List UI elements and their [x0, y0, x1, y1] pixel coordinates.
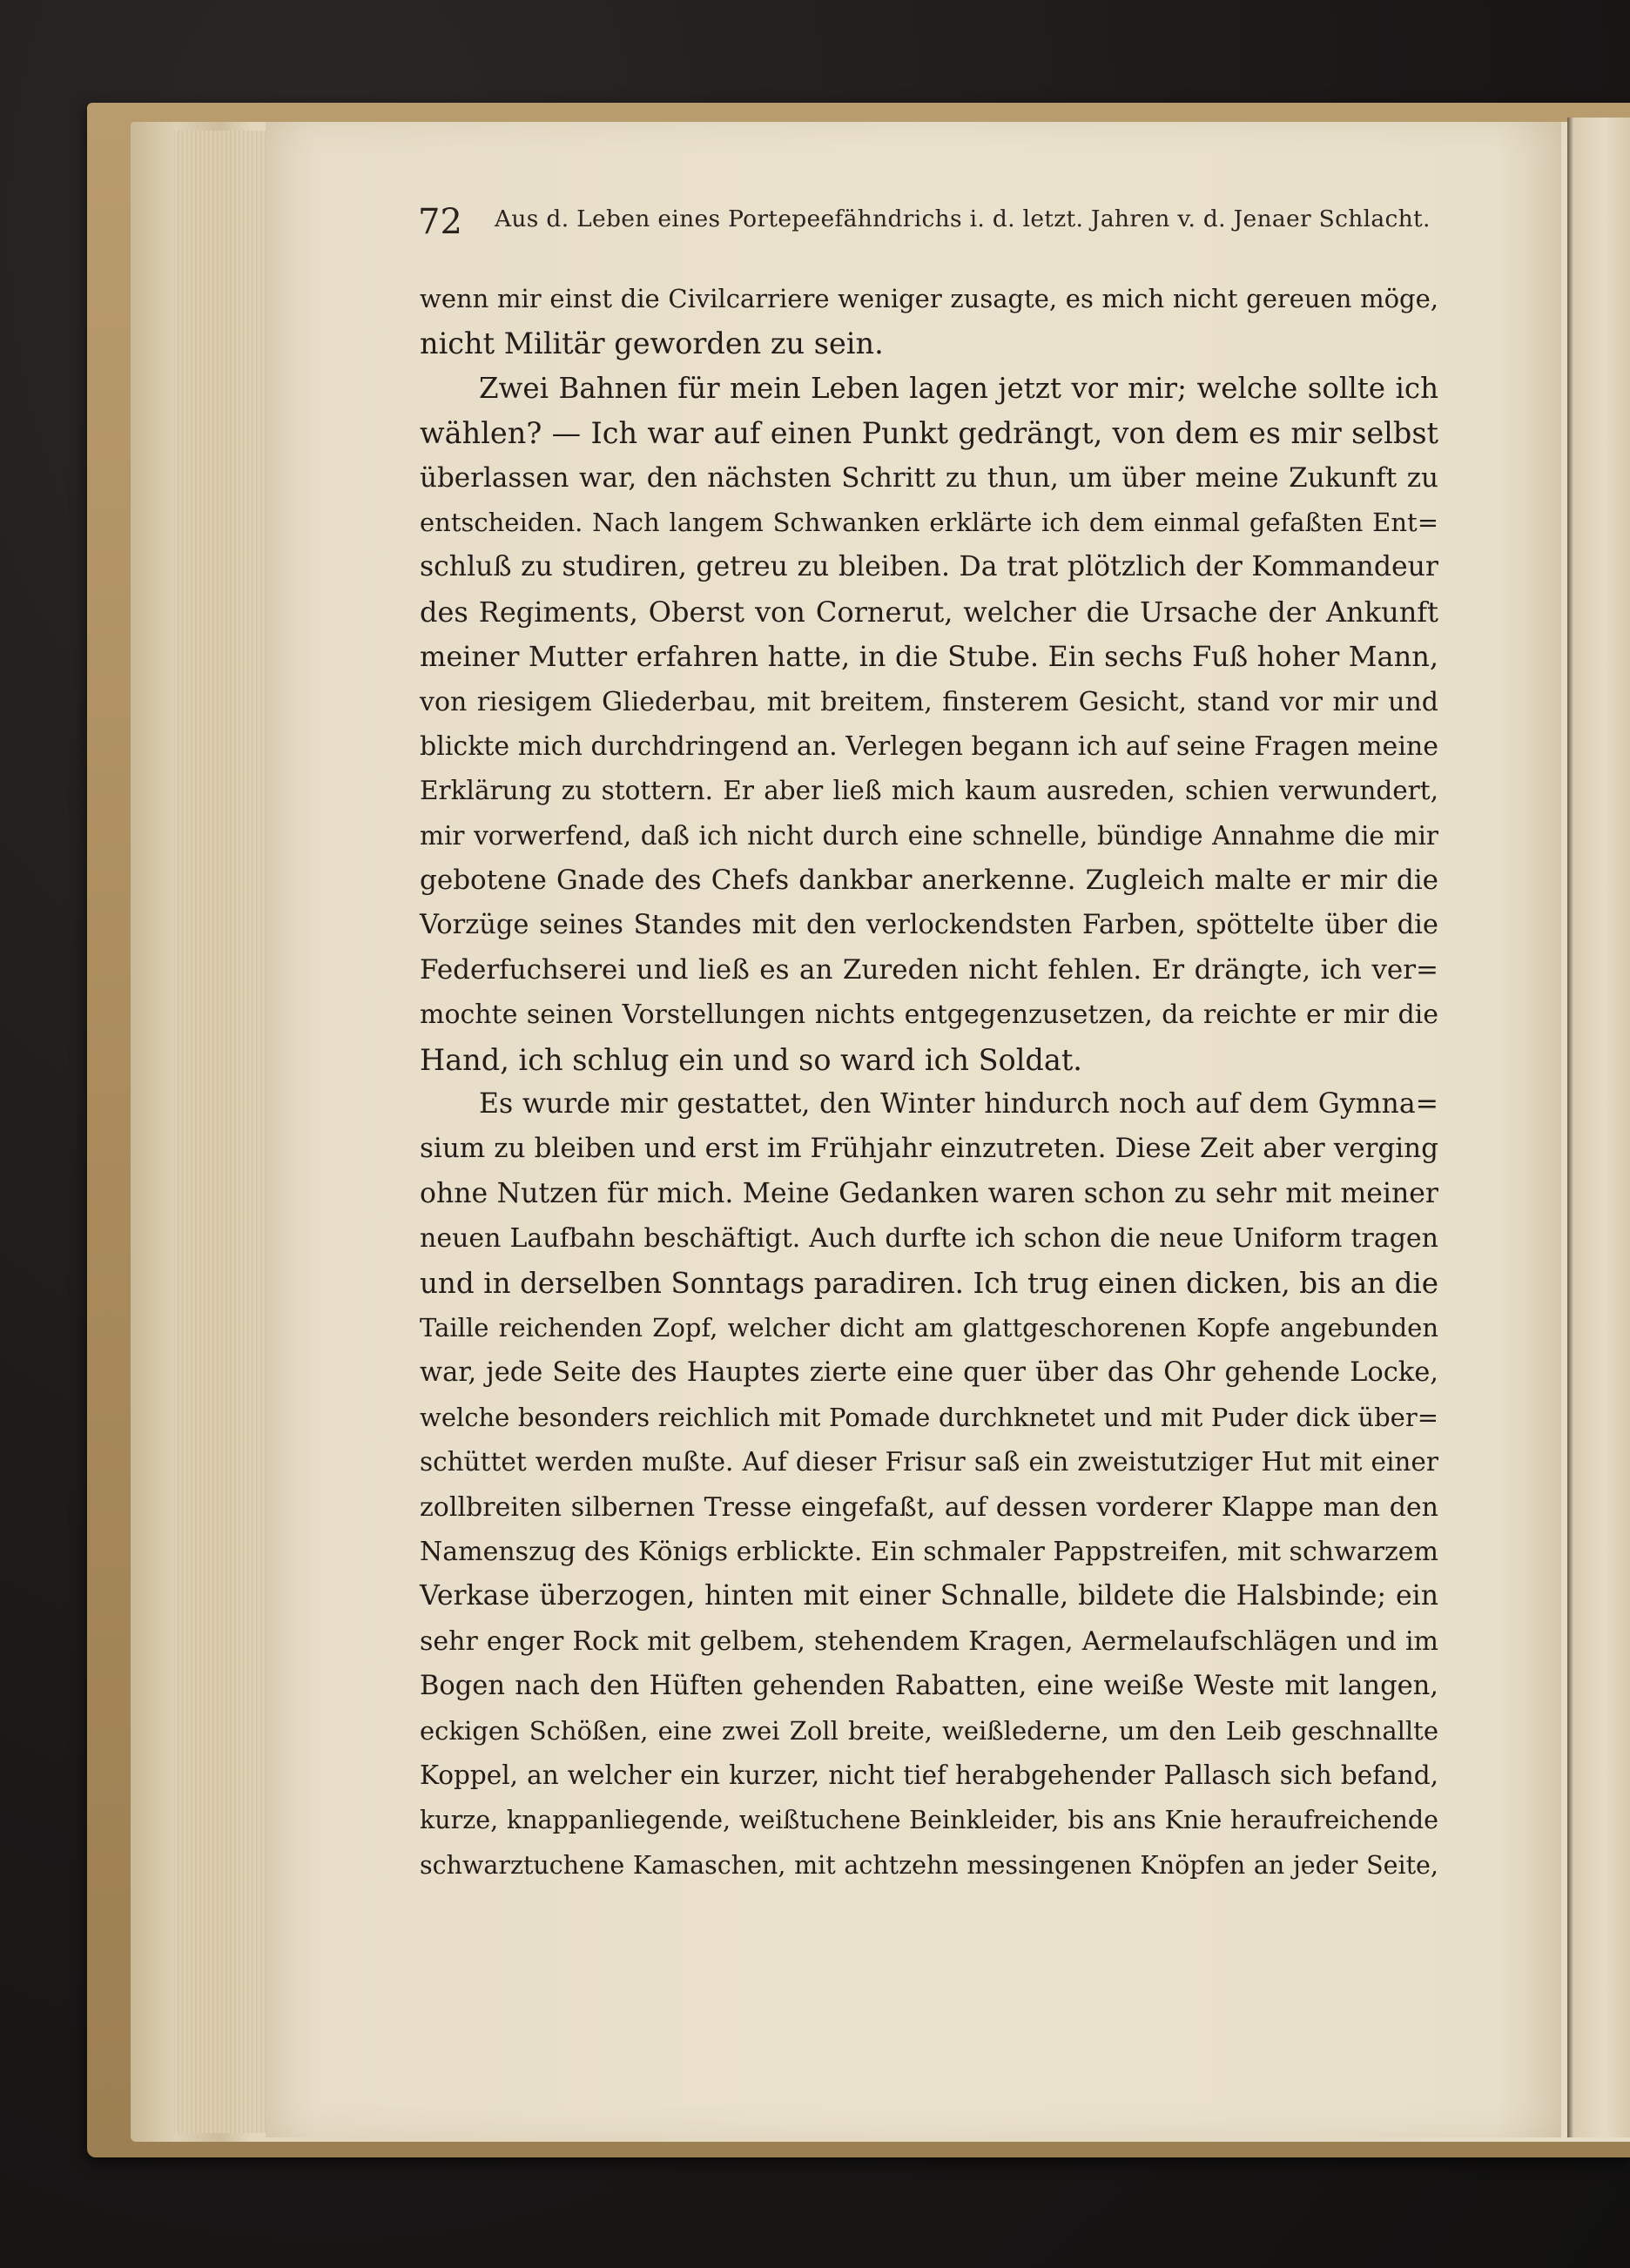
text-line: neuen Laufbahn beschäftigt. Auch durfte ich schon die neue Uniform tragen — [420, 1223, 1438, 1255]
text-line: des Regiments, Oberst von Cornerut, welcher die Ursache der Ankunft — [420, 595, 1438, 629]
text-line: Verkase überzogen, hinten mit einer Schnalle, bildete die Halsbinde; ein — [420, 1580, 1438, 1612]
text-line: Hand, ich schlug ein und so ward ich Soldat. — [420, 1042, 1082, 1077]
text-line: gebotene Gnade des Chefs dankbar anerkenne. Zugleich malte er mir die — [420, 865, 1438, 897]
text-line: nicht Militär geworden zu sein. — [420, 326, 884, 361]
facing-page-edge — [1567, 118, 1630, 2137]
text-line: sehr enger Rock mit gelbem, stehendem Kragen, Aermelaufschlägen und im — [420, 1625, 1438, 1657]
running-title: Aus d. Leben eines Portepeefähndrichs i. d. letzt. Jahren v. d. Jenaer Schlacht. — [495, 205, 1431, 232]
text-line: Taille reichenden Zopf, welcher dicht am glattgeschorenen Kopfe angebunden — [420, 1312, 1438, 1343]
text-line: schwarztuchene Kamaschen, mit achtzehn messingenen Knöpfen an jeder Seite, — [420, 1850, 1438, 1880]
text-line: mir vorwerfend, daß ich nicht durch eine schnelle, bündige Annahme die mir — [420, 820, 1438, 851]
text-line: eckigen Schößen, eine zwei Zoll breite, weißlederne, um den Leib geschnallte — [420, 1715, 1438, 1746]
text-line: und in derselben Sonntags paradiren. Ich trug einen dicken, bis an die — [420, 1266, 1438, 1300]
text-line: wenn mir einst die Civilcarriere weniger zusagte, es mich nicht gereuen möge, — [420, 284, 1438, 313]
text-line: überlassen war, den nächsten Schritt zu thun, um über meine Zukunft zu — [420, 461, 1438, 494]
text-line: welche besonders reichlich mit Pomade durchknetet und mit Puder dick über= — [420, 1402, 1438, 1432]
text-line: Federfuchserei und ließ es an Zureden nicht fehlen. Er drängte, ich ver= — [420, 953, 1438, 986]
page-header — [418, 202, 1437, 254]
text-line: kurze, knappanliegende, weißtuchene Beinkleider, bis ans Knie heraufreichende — [420, 1806, 1438, 1835]
text-line: schüttet werden mußte. Auf dieser Frisur saß ein zweistutziger Hut mit einer — [420, 1447, 1438, 1477]
text-line: mochte seinen Vorstellungen nichts entgegenzusetzen, da reichte er mir die — [420, 999, 1438, 1031]
text-line: von riesigem Gliederbau, mit breitem, finsterem Gesicht, stand vor mir und — [420, 686, 1438, 717]
text-line: meiner Mutter erfahren hatte, in die Stube. Ein sechs Fuß hoher Mann, — [420, 640, 1438, 674]
text-line: Zwei Bahnen für mein Leben lagen jetzt vor mir; welche sollte ich — [479, 371, 1438, 405]
text-line: Erklärung zu stottern. Er aber ließ mich kaum ausreden, schien verwundert, — [420, 776, 1438, 806]
text-line: Bogen nach den Hüften gehenden Rabatten, eine weiße Weste mit langen, — [420, 1671, 1438, 1702]
page-edges — [174, 131, 270, 2133]
text-line: entscheiden. Nach langem Schwanken erklärte ich dem einmal gefaßten Ent= — [420, 507, 1438, 537]
text-line: wählen? — Ich war auf einen Punkt gedrängt, von dem es mir selbst — [420, 416, 1438, 451]
text-line: ohne Nutzen für mich. Meine Gedanken waren schon zu sehr mit meiner — [420, 1177, 1438, 1209]
body-text — [420, 277, 1438, 1888]
text-line: schluß zu studiren, getreu zu bleiben. Da trat plötzlich der Kommandeur — [420, 551, 1438, 583]
page-number: 72 — [418, 202, 462, 242]
text-line: Es wurde mir gestattet, den Winter hindurch noch auf dem Gymna= — [479, 1088, 1438, 1121]
text-line: Koppel, an welcher ein kurzer, nicht tief herabgehender Pallasch sich befand, — [420, 1760, 1438, 1790]
text-line: Vorzüge seines Standes mit den verlockendsten Farben, spöttelte über die — [420, 910, 1438, 941]
text-line: war, jede Seite des Hauptes zierte eine quer über das Ohr gehende Locke, — [420, 1357, 1438, 1389]
text-line: zollbreiten silbernen Tresse eingefaßt, auf dessen vorderer Klappe man den — [420, 1491, 1438, 1523]
text-line: sium zu bleiben und erst im Frühjahr einzutreten. Diese Zeit aber verging — [420, 1133, 1438, 1165]
text-line: blickte mich durchdringend an. Verlegen begann ich auf seine Fragen meine — [420, 730, 1438, 762]
text-line: Namenszug des Königs erblickte. Ein schmaler Pappstreifen, mit schwarzem — [420, 1536, 1438, 1567]
